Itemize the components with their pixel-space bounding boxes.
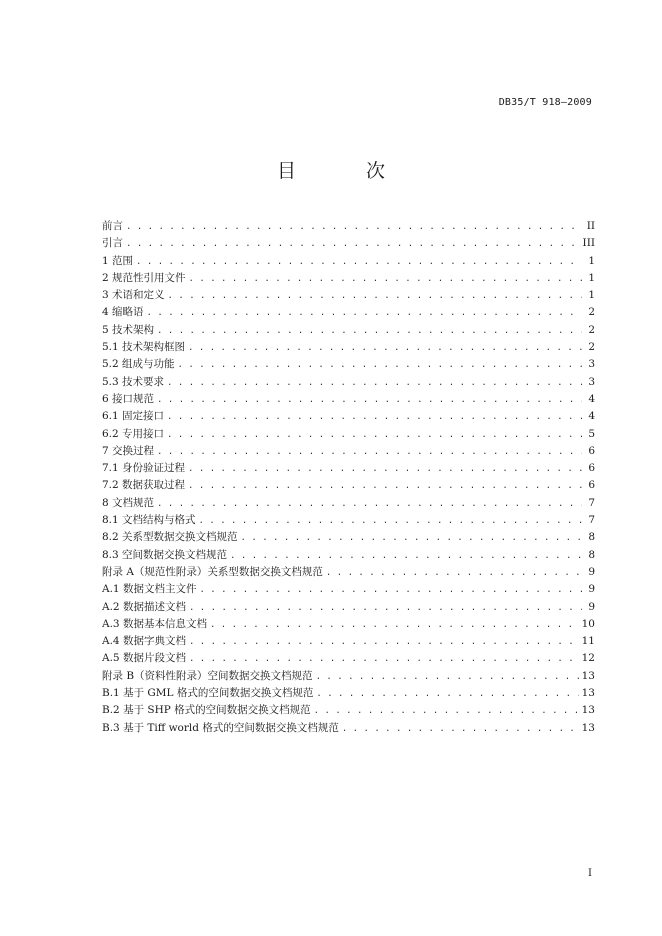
toc-entry-label: A.4 数据字典文档 (102, 635, 186, 648)
toc-entry-label: A.5 数据片段文档 (102, 652, 186, 665)
toc-entry[interactable] (102, 235, 595, 252)
toc-entry[interactable] (102, 391, 595, 408)
toc-entry-page: 4 (588, 410, 595, 423)
toc-entry-page: 9 (588, 600, 595, 613)
toc-leader-dots (189, 600, 582, 616)
toc-entry-page: 6 (588, 444, 595, 457)
toc-entry-label: 5.1 技术架构框图 (102, 341, 186, 354)
toc-entry[interactable] (102, 495, 595, 512)
toc-leader-dots (189, 271, 582, 287)
toc-leader-dots (136, 254, 582, 270)
toc-entry-label: 8.2 关系型数据交换文档规范 (102, 531, 238, 544)
toc-entry[interactable] (102, 356, 595, 373)
toc-entry-label: A.1 数据文档主文件 (102, 583, 197, 596)
toc-entry-page: 4 (588, 392, 595, 405)
toc-entry-page: 8 (588, 531, 595, 544)
toc-leader-dots (188, 461, 582, 477)
toc-entry-page: 10 (581, 617, 595, 630)
toc-leader-dots (199, 582, 582, 598)
toc-entry-page: 12 (581, 652, 595, 665)
toc-entry-label: 7.2 数据获取过程 (102, 479, 186, 492)
toc-entry-label: 5.3 技术要求 (102, 375, 165, 388)
page-number: I (588, 868, 592, 879)
toc-entry-page: 1 (588, 254, 595, 267)
toc-entry[interactable] (102, 564, 595, 581)
toc-entry[interactable] (102, 512, 595, 529)
toc-entry-label: 5.2 组成与功能 (102, 358, 175, 371)
toc-entry[interactable] (102, 668, 595, 685)
toc-entry[interactable] (102, 547, 595, 564)
toc-entry-label: B.3 基于 Tiff world 格式的空间数据交换文档规范 (102, 721, 339, 734)
toc-entry-label: 引言 (102, 237, 123, 250)
toc-entry-label: 8.1 文档结构与格式 (102, 514, 196, 527)
toc-entry-label: 8 文档规范 (102, 496, 155, 509)
toc-entry-page: 8 (588, 548, 595, 561)
toc-entry-page: 5 (588, 427, 595, 440)
toc-entry[interactable] (102, 460, 595, 477)
toc-entry-label: 4 缩略语 (102, 306, 144, 319)
toc-entry-page: 9 (588, 583, 595, 596)
toc-entry-page: 2 (588, 323, 595, 336)
toc-entry[interactable] (102, 218, 595, 235)
toc-entry[interactable] (102, 599, 595, 616)
document-code: DB35/T 918—2009 (498, 97, 592, 108)
toc-entry-page: 13 (581, 687, 595, 700)
toc-leader-dots (316, 669, 579, 685)
toc-entry[interactable] (102, 374, 595, 391)
toc-leader-dots (157, 496, 582, 512)
table-of-contents (102, 218, 595, 737)
toc-entry-page: 7 (588, 514, 595, 527)
toc-entry-label: B.1 基于 GML 格式的空间数据交换文档规范 (102, 687, 314, 700)
toc-entry-page: 9 (588, 565, 595, 578)
toc-entry-page: 6 (588, 462, 595, 475)
toc-entry-page: III (582, 237, 595, 250)
toc-entry[interactable] (102, 633, 595, 650)
toc-entry-label: 7 交换过程 (102, 444, 155, 457)
toc-entry[interactable] (102, 720, 595, 737)
toc-leader-dots (314, 703, 579, 719)
toc-leader-dots (167, 375, 582, 391)
toc-entry-label: B.2 基于 SHP 格式的空间数据交换文档规范 (102, 704, 311, 717)
toc-entry[interactable] (102, 443, 595, 460)
toc-entry-label: 6.1 固定接口 (102, 410, 165, 423)
toc-entry-page: 13 (581, 704, 595, 717)
page-title: 目 次 (276, 160, 418, 182)
toc-entry-label: 3 术语和定义 (102, 289, 165, 302)
toc-entry-label: 2 规范性引用文件 (102, 271, 186, 284)
toc-entry[interactable] (102, 685, 595, 702)
toc-leader-dots (188, 340, 582, 356)
toc-leader-dots (241, 530, 582, 546)
toc-entry-page: 11 (581, 635, 595, 648)
toc-leader-dots (189, 634, 579, 650)
toc-leader-dots (178, 357, 582, 373)
toc-leader-dots (167, 409, 582, 425)
toc-entry-page: 13 (581, 721, 595, 734)
toc-entry[interactable] (102, 339, 595, 356)
toc-entry-label: 8.3 空间数据交换文档规范 (102, 548, 228, 561)
toc-entry[interactable] (102, 529, 595, 546)
toc-entry-page: 3 (588, 358, 595, 371)
toc-leader-dots (167, 427, 582, 443)
toc-leader-dots (230, 548, 582, 564)
toc-leader-dots (157, 444, 582, 460)
toc-leader-dots (126, 236, 580, 252)
toc-entry[interactable] (102, 702, 595, 719)
toc-leader-dots (199, 513, 582, 529)
toc-entry-label: 附录 B（资料性附录）空间数据交换文档规范 (102, 669, 313, 682)
toc-entry[interactable] (102, 477, 595, 494)
toc-leader-dots (157, 323, 582, 339)
toc-entry-page: II (586, 220, 595, 232)
toc-entry-label: 1 范围 (102, 254, 134, 267)
toc-entry-label: A.3 数据基本信息文档 (102, 617, 207, 630)
toc-entry[interactable] (102, 287, 595, 304)
toc-entry[interactable] (102, 616, 595, 633)
toc-leader-dots (210, 617, 579, 633)
toc-leader-dots (342, 721, 579, 737)
toc-entry[interactable] (102, 322, 595, 339)
toc-leader-dots (147, 305, 582, 321)
toc-entry-page: 2 (588, 306, 595, 319)
toc-leader-dots (316, 686, 578, 702)
toc-entry-label: 前言 (102, 220, 123, 232)
toc-entry[interactable] (102, 581, 595, 598)
toc-entry-page: 3 (588, 375, 595, 388)
toc-entry-label: 6.2 专用接口 (102, 427, 165, 440)
toc-entry-label: 6 接口规范 (102, 392, 155, 405)
toc-entry-page: 2 (588, 341, 595, 354)
toc-entry-page: 13 (581, 669, 595, 682)
toc-leader-dots (326, 565, 582, 581)
toc-leader-dots (188, 478, 582, 494)
toc-leader-dots (189, 651, 579, 667)
toc-entry-page: 6 (588, 479, 595, 492)
toc-entry-page: 1 (588, 289, 595, 302)
toc-entry-page: 1 (588, 271, 595, 284)
toc-entry[interactable] (102, 270, 595, 287)
toc-entry-label: 附录 A（规范性附录）关系型数据交换文档规范 (102, 565, 323, 578)
toc-entry[interactable] (102, 304, 595, 321)
toc-entry[interactable] (102, 650, 595, 667)
toc-leader-dots (157, 392, 582, 408)
toc-entry-label: 7.1 身份验证过程 (102, 462, 186, 475)
toc-leader-dots (126, 219, 582, 235)
toc-entry[interactable] (102, 426, 595, 443)
toc-entry-label: A.2 数据描述文档 (102, 600, 186, 613)
toc-entry-label: 5 技术架构 (102, 323, 155, 336)
toc-entry[interactable] (102, 253, 595, 270)
toc-entry[interactable] (102, 408, 595, 425)
toc-leader-dots (168, 288, 582, 304)
toc-entry-page: 7 (588, 496, 595, 509)
